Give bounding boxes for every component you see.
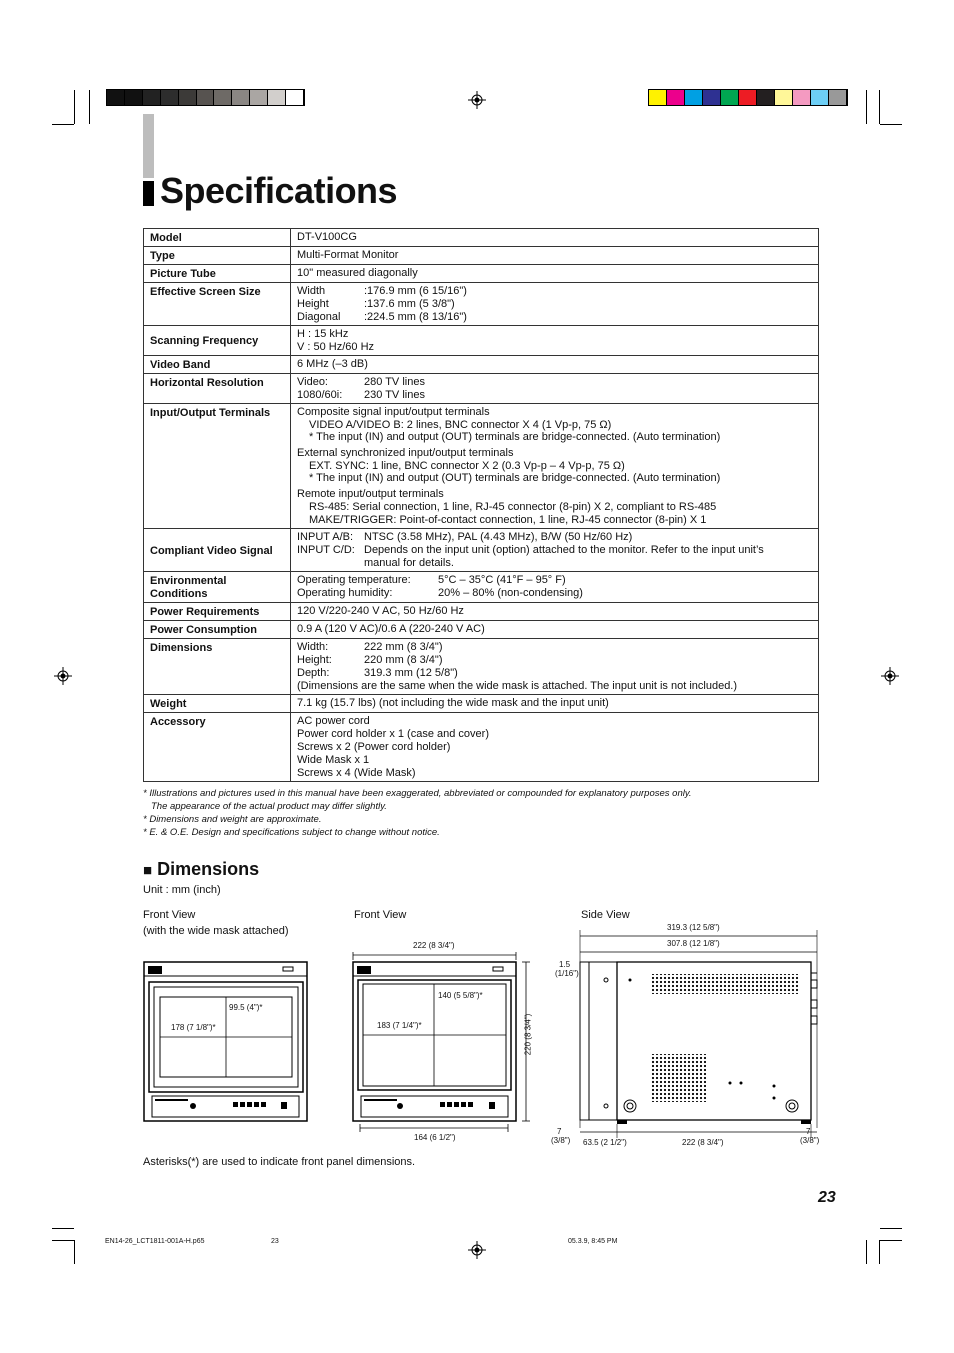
dim-label: (1/16") [555,969,579,978]
color-swatch [757,90,775,105]
dim-label: 7 [806,1127,811,1136]
dim-height-label: Height: [297,654,332,666]
crop-mark [74,1240,75,1264]
cvs-cd-value: Depends on the input unit (option) attached to the monitor. Refer to the input unit’s [364,544,764,556]
color-swatch [232,90,250,105]
table-row [144,283,819,326]
table-row [144,713,819,782]
scan-v: V : 50 Hz/60 Hz [297,341,375,353]
dim-label: 63.5 (2 1/2") [583,1138,627,1147]
io-composite-title: Composite signal input/output terminals [297,406,490,418]
io-composite-note: * The input (IN) and output (OUT) terminals are bridge-connected. (Auto termination) [309,431,721,443]
env-hum-value: 20% – 80% (non-condensing) [438,587,583,599]
table-row [144,356,819,374]
row-value: DT-V100CG [291,229,819,247]
footnote: * Illustrations and pictures used in this manual have been exaggerated, abbreviated or compounded for explanatory purposes only. [143,788,692,799]
io-remote-line: MAKE/TRIGGER: Point-of-contact connection, 1 line, RJ-45 connector (8-pin) X 1 [309,514,707,526]
row-value: Multi-Format Monitor [291,247,819,265]
color-swatch [667,90,685,105]
footer-file: EN14-26_LCT1811-001A-H.p65 [105,1238,205,1245]
color-swatch [286,90,304,105]
screen-height-value: :137.6 mm (5 3/8") [364,298,455,310]
registration-mark-icon [468,1241,486,1259]
row-label: Dimensions [144,639,291,695]
view-title: Side View [581,909,630,921]
row-label: Power Requirements [144,603,291,621]
io-remote-title: Remote input/output terminals [297,488,444,500]
color-swatch [649,90,667,105]
color-swatch [739,90,757,105]
dim-label: 7 [557,1127,562,1136]
dim-label: 164 (6 1/2") [414,1133,456,1142]
row-value: 120 V/220-240 V AC, 50 Hz/60 Hz [291,603,819,621]
color-swatch [107,90,125,105]
io-sync-title: External synchronized input/output terminals [297,447,514,459]
crop-mark [52,124,74,125]
color-swatch [250,90,268,105]
crop-mark [866,1240,867,1264]
cvs-ab-value: NTSC (3.58 MHz), PAL (4.43 MHz), B/W (50 Hz/60 Hz) [364,531,633,543]
res-video-value: 280 TV lines [364,376,425,388]
crop-mark [866,90,867,124]
color-swatch [125,90,143,105]
dim-label: 1.5 [559,960,571,969]
row-value: 6 MHz (–3 dB) [291,356,819,374]
grayscale-bar [106,89,305,106]
res-hd-label: 1080/60i: [297,389,343,401]
unit-label: Unit : mm (inch) [143,884,221,896]
color-swatch [793,90,811,105]
accessory-item: AC power cord [297,715,370,727]
side-view-drawing [575,928,825,1138]
color-swatch [268,90,286,105]
spec-table [143,228,819,782]
row-value: 7.1 kg (15.7 lbs) (not including the wide mask and the input unit) [291,695,819,713]
scan-h: H : 15 kHz [297,328,349,340]
table-row [144,603,819,621]
footnote: The appearance of the actual product may differ slightly. [151,801,387,812]
color-swatch [829,90,847,105]
screen-width-label: Width [297,285,326,297]
env-label: Conditions [150,588,208,600]
cvs-ab-label: INPUT A/B: [297,531,354,543]
table-row [144,572,819,603]
env-hum-label: Operating humidity: [297,587,393,599]
row-label: Type [144,247,291,265]
accessory-item: Screws x 4 (Wide Mask) [297,767,416,779]
row-label: Weight [144,695,291,713]
accessory-item: Screws x 2 (Power cord holder) [297,741,451,753]
io-composite-line: VIDEO A/VIDEO B: 2 lines, BNC connector X 4 (1 Vp-p, 75 Ω) [309,419,612,431]
footnote: * E. & O.E. Design and specifications subject to change without notice. [143,827,440,838]
row-label [144,572,291,603]
table-row [144,247,819,265]
color-swatch [161,90,179,105]
crop-mark [879,90,880,124]
table-row [144,695,819,713]
screen-diagonal-label: Diagonal [297,311,341,323]
dim-label: 222 (8 3/4") [413,941,455,950]
screen-diagonal-value: :224.5 mm (8 13/16") [364,311,467,323]
registration-mark-icon [881,667,899,685]
color-swatch [775,90,793,105]
table-row [144,265,819,283]
footnotes [143,787,692,839]
registration-mark-icon [468,91,486,109]
color-swatch [703,90,721,105]
section-heading-text: Dimensions [157,859,260,879]
dim-height-value: 220 mm (8 3/4") [364,654,443,666]
row-value: 0.9 A (120 V AC)/0.6 A (220-240 V AC) [291,621,819,639]
row-value [291,639,819,695]
crop-mark [52,1228,74,1229]
front-view-drawing [350,950,550,1132]
page-title: Specifications [160,170,398,211]
row-value [291,326,819,356]
accessory-item: Wide Mask x 1 [297,754,370,766]
row-value: 10" measured diagonally [291,265,819,283]
crop-mark [89,90,90,124]
dim-label: (3/8") [551,1136,571,1145]
color-bar [648,89,848,106]
table-row [144,374,819,404]
screen-width-value: :176.9 mm (6 15/16") [364,285,467,297]
row-label: Effective Screen Size [144,283,291,326]
color-swatch [685,90,703,105]
row-value [291,713,819,782]
color-swatch [214,90,232,105]
dim-label: 183 (7 1/4")* [377,1021,422,1030]
dim-width-value: 222 mm (8 3/4") [364,641,443,653]
footnote: * Dimensions and weight are approximate. [143,814,322,825]
crop-mark [74,90,75,124]
dim-label: 319.3 (12 5/8") [667,923,720,932]
row-label: Horizontal Resolution [144,374,291,404]
view-title: Front View [354,909,407,921]
dim-label: 307.8 (12 1/8") [667,939,720,948]
crop-mark [880,124,902,125]
color-swatch [179,90,197,105]
dim-width-label: Width: [297,641,329,653]
page-number: 23 [818,1189,836,1206]
io-remote-line: RS-485: Serial connection, 1 line, RJ-45 connector (8-pin) X 2, compliant to RS-485 [309,501,717,513]
row-label: Compliant Video Signal [144,529,291,572]
res-hd-value: 230 TV lines [364,389,425,401]
row-label: Picture Tube [144,265,291,283]
dim-depth-label: Depth: [297,667,330,679]
row-label: Model [144,229,291,247]
dim-label: 220 (8 3/4") [523,1013,533,1056]
accessory-item: Power cord holder x 1 (case and cover) [297,728,489,740]
screen-height-label: Height [297,298,329,310]
dim-label: (3/8") [800,1136,820,1145]
res-video-label: Video: [297,376,328,388]
crop-mark [880,1240,902,1241]
cvs-cd-label: INPUT C/D: [297,544,355,556]
view-subtitle: (with the wide mask attached) [143,925,289,937]
asterisk-note: Asterisks(*) are used to indicate front panel dimensions. [143,1156,416,1168]
color-swatch [143,90,161,105]
row-label: Accessory [144,713,291,782]
row-value [291,283,819,326]
footer-date: 05.3.9, 8:45 PM [568,1238,618,1245]
dim-label: 140 (5 5/8")* [438,991,483,1000]
env-label: Environmental [150,575,227,587]
dim-depth-value: 319.3 mm (12 5/8") [364,667,458,679]
row-value [291,374,819,404]
dim-label: 222 (8 3/4") [682,1138,724,1147]
section-heading [143,859,259,880]
registration-mark-icon [54,667,72,685]
cvs-cd-value: manual for details. [364,557,454,569]
row-value [291,572,819,603]
table-row [144,229,819,247]
io-sync-line: EXT. SYNC: 1 line, BNC connector X 2 (0.3 Vp-p – 4 Vp-p, 75 Ω) [309,460,625,472]
footer-page: 23 [271,1238,279,1245]
title-marker [143,181,154,206]
row-label: Video Band [144,356,291,374]
env-temp-label: Operating temperature: [297,574,411,586]
crop-mark [880,1228,902,1229]
color-swatch [197,90,215,105]
color-swatch [721,90,739,105]
table-row [144,621,819,639]
crop-mark [52,1240,74,1241]
title-accent-bar [143,114,154,178]
row-value [291,529,819,572]
row-value [291,404,819,529]
table-row [144,639,819,695]
row-label: Scanning Frequency [144,326,291,356]
dim-label: 99.5 (4")* [229,1003,263,1012]
crop-mark [879,1240,880,1264]
table-row [144,326,819,356]
color-swatch [811,90,829,105]
table-row [144,404,819,529]
dim-label: 178 (7 1/8")* [171,1023,216,1032]
env-temp-value: 5°C – 35°C (41°F – 95° F) [438,574,566,586]
table-row [144,529,819,572]
row-label: Power Consumption [144,621,291,639]
row-label: Input/Output Terminals [144,404,291,529]
square-bullet-icon: ■ [143,862,153,879]
io-sync-note: * The input (IN) and output (OUT) terminals are bridge-connected. (Auto termination) [309,472,721,484]
dim-note: (Dimensions are the same when the wide mask is attached. The input unit is not included.) [297,680,738,692]
front-view-mask-drawing [143,960,309,1124]
view-title: Front View [143,909,196,921]
